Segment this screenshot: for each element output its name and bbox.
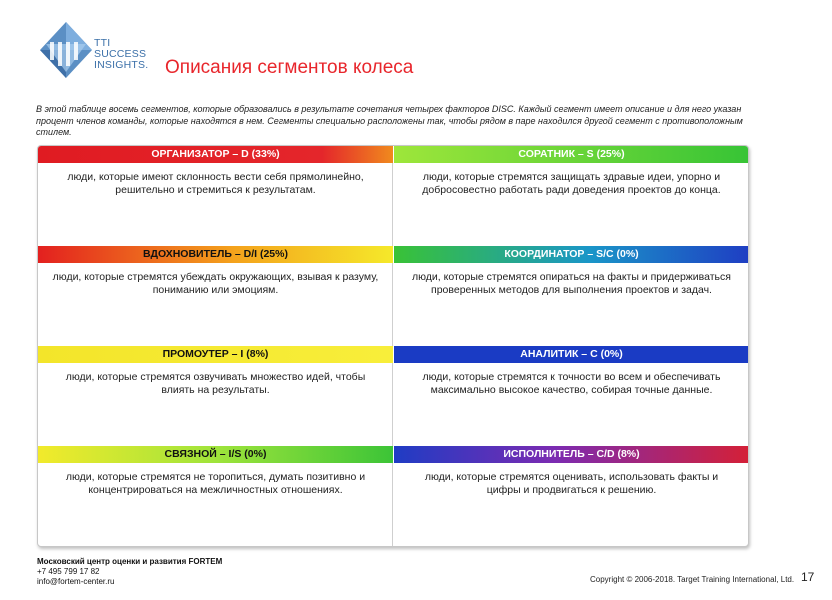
segment-inspirer [38, 246, 393, 346]
logo-line-3: INSIGHTS. [94, 59, 149, 71]
segment-associate [394, 146, 749, 246]
logo-line-1: TTI [94, 37, 111, 49]
segment-description: люди, которые стремятся оценивать, использовать факты и цифры и продвигаться к решению. [424, 471, 719, 496]
segment-organizer [38, 146, 393, 246]
segment-description: люди, которые стремятся опираться на факты и придерживаться проверенных методов для выполнения проектов и задач. [412, 271, 731, 296]
segment-description: люди, которые стремятся озвучивать множество идей, чтобы влиять на результаты. [65, 371, 366, 396]
footer-org: Московский центр оценки и развития FORTEM [37, 557, 223, 566]
page-number: 17 [801, 570, 815, 584]
segment-description: люди, которые стремятся не торопиться, думать позитивно и концентрироваться на межличностных отношениях. [65, 471, 366, 496]
segment-coordinator [394, 246, 749, 346]
segment-description: люди, которые стремятся к точности во всем и обеспечивать максимально высокое качество, собирая точные данные. [422, 371, 721, 396]
footer-email: info@fortem-center.ru [37, 577, 115, 586]
footer-phone: +7 495 799 17 82 [37, 567, 100, 576]
copyright: Copyright © 2006-2018. Target Training International, Ltd. [590, 575, 795, 584]
segment-executor [394, 446, 749, 546]
segment-header: ВДОХНОВИТЕЛЬ – D/I (25%) [38, 246, 393, 263]
tti-logo [36, 20, 166, 82]
logo-line-2: SUCCESS [94, 48, 147, 60]
page-title: Описания сегментов колеса [165, 57, 414, 78]
segment-header: ПРОМОУТЕР – I (8%) [38, 346, 393, 363]
segments-table [37, 145, 749, 547]
footer-contacts [37, 557, 222, 587]
segment-analyst [394, 346, 749, 446]
segment-description: люди, которые стремятся убеждать окружающих, взывая к разуму, пониманию или эмоциям. [52, 271, 379, 296]
segment-header: СОРАТНИК – S (25%) [394, 146, 749, 163]
segment-header: КООРДИНАТОР – S/C (0%) [394, 246, 749, 263]
diamond-logo-icon [36, 20, 96, 80]
segment-description: люди, которые стремятся защищать здравые идеи, упорно и добросовестно работать ради доведения проектов до конца. [422, 171, 721, 196]
segment-description: люди, которые имеют склонность вести себя прямолинейно, решительно и стремиться к результатам. [67, 171, 364, 196]
segment-header: ОРГАНИЗАТОР – D (33%) [38, 146, 393, 163]
segment-header: АНАЛИТИК – C (0%) [394, 346, 749, 363]
segment-header: СВЯЗНОЙ – I/S (0%) [38, 446, 393, 463]
segment-header: ИСПОЛНИТЕЛЬ – C/D (8%) [394, 446, 749, 463]
segment-promoter [38, 346, 393, 446]
intro-text: В этой таблице восемь сегментов, которые образовались в результате сочетания четырех факторов DISC. Каждый сегмент имеет описание и для него указан процент членов команды, которые находятся в нем. Сегменты специально расположены так, чтобы рядом в паре находился другой сегмент с противоположным стилем. [36, 104, 743, 137]
segment-connector [38, 446, 393, 546]
